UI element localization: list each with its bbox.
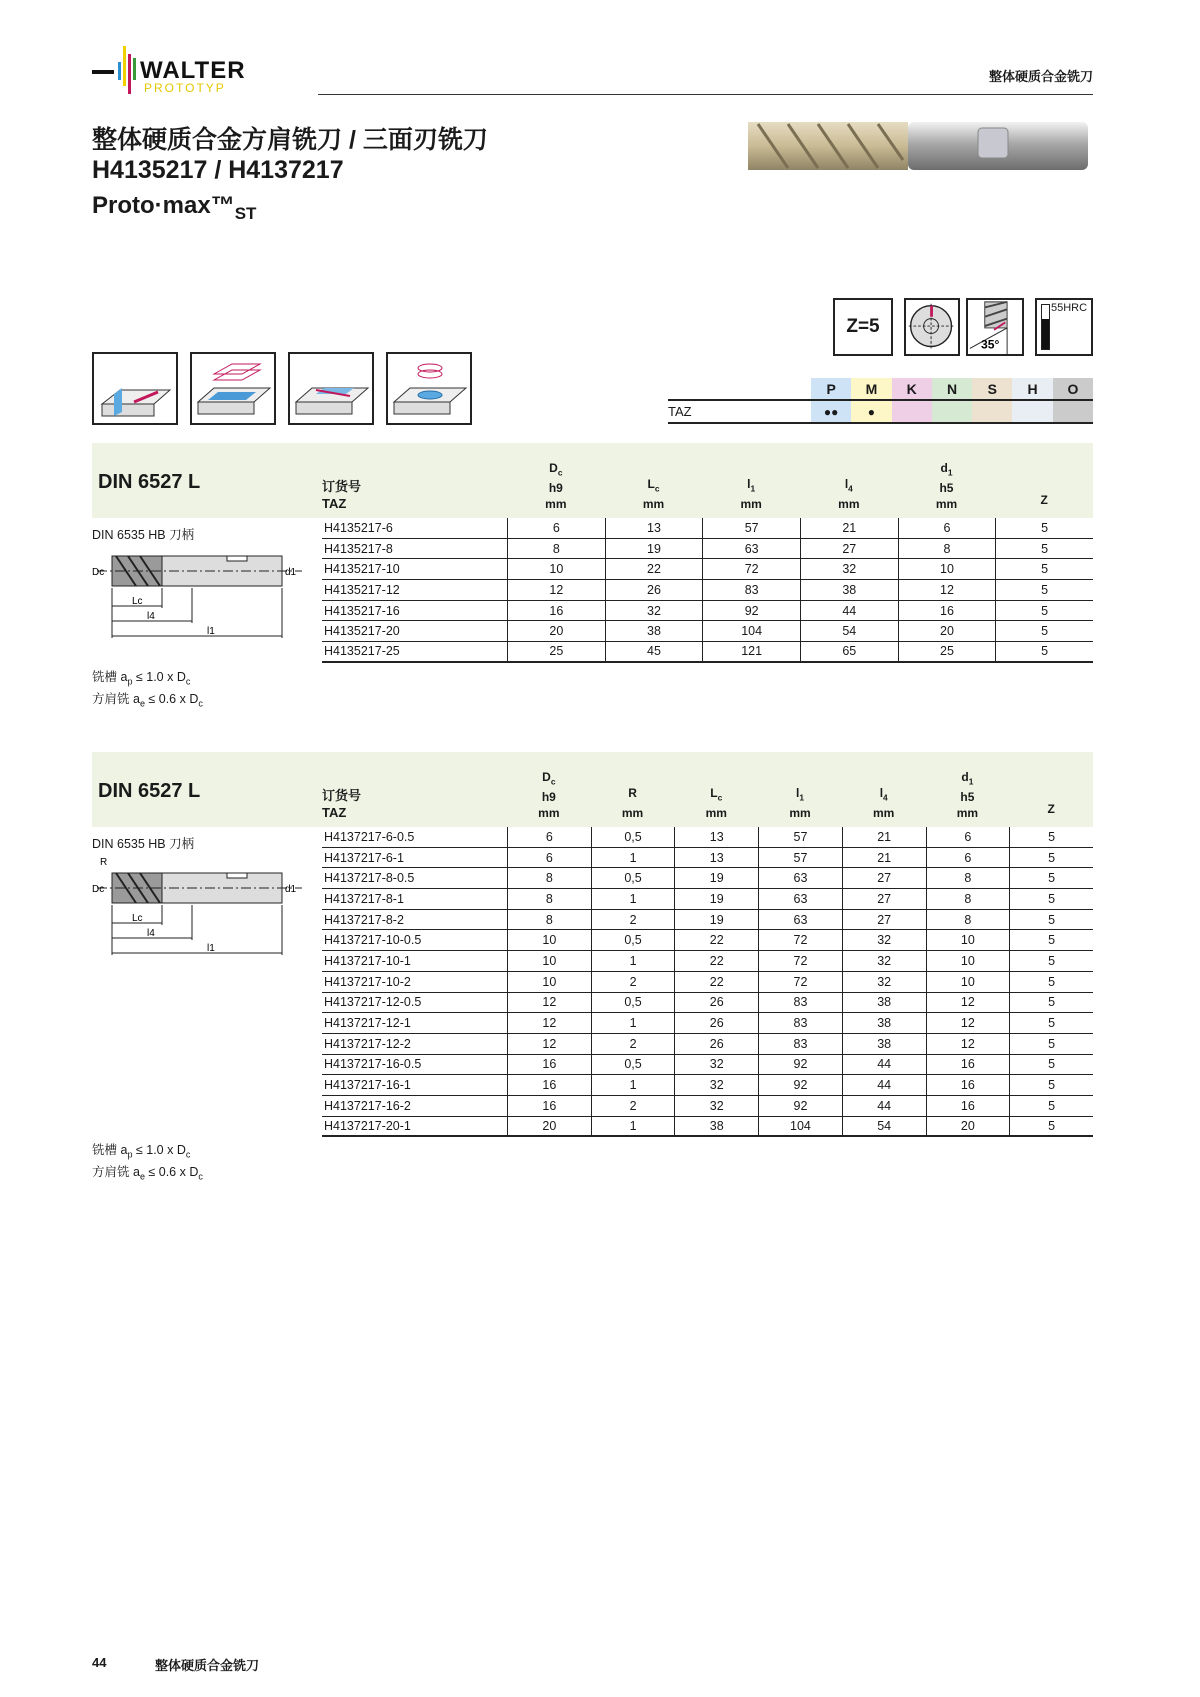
order-number: H4137217-10-1 xyxy=(324,953,411,968)
table-row xyxy=(322,868,1093,889)
shank-label: DIN 6535 HB 刀柄 xyxy=(92,528,195,542)
cell: 8 xyxy=(507,889,591,909)
table-row xyxy=(322,539,1093,560)
ramping-icon xyxy=(288,352,374,425)
grade-header: TAZ xyxy=(322,496,347,511)
cell: 27 xyxy=(842,868,926,888)
corner-radius-icon xyxy=(904,298,960,356)
material-rating-N xyxy=(932,401,972,422)
cell: 22 xyxy=(674,930,758,950)
cell: 12 xyxy=(507,580,605,600)
material-group-K: K xyxy=(892,378,932,399)
cell: 54 xyxy=(842,1117,926,1136)
cell: 5 xyxy=(1009,848,1093,868)
material-group-O: O xyxy=(1053,378,1093,399)
cell: 83 xyxy=(758,993,842,1013)
column-header: $l_1$ mm xyxy=(740,476,762,511)
svg-text:d1: d1 xyxy=(285,884,297,895)
cell: 6 xyxy=(926,848,1010,868)
material-rating-P: ●● xyxy=(811,401,851,422)
column-header: R mm xyxy=(621,785,644,820)
order-number: H4137217-10-0.5 xyxy=(324,933,422,948)
table-row xyxy=(322,827,1093,848)
column-header: $d_1$ h5 mm xyxy=(935,460,958,511)
cell: 5 xyxy=(1009,1117,1093,1136)
cell: 5 xyxy=(1009,1013,1093,1033)
table-h4137217 xyxy=(92,752,1093,1181)
svg-text:PROTOTYP: PROTOTYP xyxy=(144,81,226,95)
end-mill-dimension-diagram xyxy=(92,855,307,965)
table-header xyxy=(92,443,1093,518)
teeth-count-icon xyxy=(833,298,893,356)
order-number: H4137217-8-2 xyxy=(324,912,404,927)
cell: 20 xyxy=(507,1117,591,1136)
cell: 16 xyxy=(926,1075,1010,1095)
cell: 32 xyxy=(842,930,926,950)
cell: 26 xyxy=(674,1013,758,1033)
cell: 13 xyxy=(605,518,703,538)
cell: 26 xyxy=(674,1034,758,1054)
table-row xyxy=(322,1034,1093,1055)
cell: 32 xyxy=(674,1096,758,1116)
cell: 16 xyxy=(507,601,605,621)
footer-label: 整体硬质合金铣刀 xyxy=(155,1658,260,1673)
column-header: $L_c$ mm xyxy=(705,785,727,820)
order-number: H4137217-8-1 xyxy=(324,891,404,906)
table-body xyxy=(322,518,1093,663)
cell: 12 xyxy=(926,1034,1010,1054)
cell: 45 xyxy=(605,642,703,661)
order-number-header: 订货号 xyxy=(322,479,362,494)
page-number: 44 xyxy=(92,1655,107,1670)
cell: 8 xyxy=(507,868,591,888)
cell: 38 xyxy=(674,1117,758,1136)
cell: 16 xyxy=(507,1055,591,1075)
cell: 38 xyxy=(842,1034,926,1054)
svg-text:Dc: Dc xyxy=(92,884,105,895)
product-line xyxy=(92,192,256,224)
table-row xyxy=(322,930,1093,951)
cell: 20 xyxy=(898,621,996,641)
hardness-value: 55HRC xyxy=(1051,302,1088,314)
standard-label: DIN 6527 L xyxy=(98,471,201,493)
table-row xyxy=(322,1075,1093,1096)
material-rating-O xyxy=(1053,401,1093,422)
cell: 20 xyxy=(926,1117,1010,1136)
cell: 21 xyxy=(842,827,926,847)
header-rule xyxy=(318,94,1093,95)
cell: 63 xyxy=(758,910,842,930)
cell: 5 xyxy=(1009,993,1093,1013)
note: 方肩铣 $a_e \le 0.6$ x $D_c$ xyxy=(92,1164,203,1181)
cell: 1 xyxy=(591,1013,675,1033)
cell: 1 xyxy=(591,951,675,971)
svg-text:l1: l1 xyxy=(207,626,215,637)
cell: 12 xyxy=(507,1034,591,1054)
material-group-M: M xyxy=(851,378,891,399)
cell: 72 xyxy=(758,951,842,971)
cell: 6 xyxy=(926,827,1010,847)
walter-prototyp-logo xyxy=(92,44,302,98)
svg-text:l1: l1 xyxy=(207,943,215,954)
cell: 12 xyxy=(898,580,996,600)
order-number: H4137217-6-0.5 xyxy=(324,829,415,844)
order-number: H4135217-16 xyxy=(324,603,400,618)
cell: 54 xyxy=(800,621,898,641)
pocketing-icon xyxy=(190,352,276,425)
material-rating-K xyxy=(892,401,932,422)
cell: 19 xyxy=(674,889,758,909)
order-number: H4135217-20 xyxy=(324,624,400,639)
material-group-N: N xyxy=(932,378,972,399)
cell: 5 xyxy=(1009,1075,1093,1095)
helix-angle-icon xyxy=(966,298,1024,356)
cell: 2 xyxy=(591,1034,675,1054)
table-row xyxy=(322,993,1093,1014)
cell: 10 xyxy=(507,559,605,579)
end-mill-image xyxy=(748,120,1094,172)
cell: 83 xyxy=(758,1034,842,1054)
cell: 104 xyxy=(758,1117,842,1136)
column-header: $l_1$ mm xyxy=(789,785,811,820)
product-line-name: Proto·max™ xyxy=(92,192,235,219)
grade-label: TAZ xyxy=(668,404,692,419)
cell: 5 xyxy=(1009,910,1093,930)
standard-label: DIN 6527 L xyxy=(98,780,201,802)
cell: 5 xyxy=(995,642,1093,661)
product-line-suffix: ST xyxy=(234,203,257,223)
cell: 10 xyxy=(507,972,591,992)
cell: 5 xyxy=(1009,1034,1093,1054)
column-header: $l_4$ mm xyxy=(873,785,895,820)
cell: 5 xyxy=(1009,868,1093,888)
cell: 63 xyxy=(758,889,842,909)
material-group-S: S xyxy=(972,378,1012,399)
cell: 12 xyxy=(926,993,1010,1013)
cell: 1 xyxy=(591,848,675,868)
note: 铣槽 $a_p \le 1.0$ x $D_c$ xyxy=(92,1143,191,1160)
cell: 5 xyxy=(1009,827,1093,847)
cell: 2 xyxy=(591,910,675,930)
table-header xyxy=(92,752,1093,827)
order-number: H4137217-12-0.5 xyxy=(324,995,422,1010)
cell: 0,5 xyxy=(591,930,675,950)
cell: 72 xyxy=(758,972,842,992)
cell: 25 xyxy=(507,642,605,661)
cell: 1 xyxy=(591,1117,675,1136)
table-row xyxy=(322,889,1093,910)
cell: 5 xyxy=(1009,972,1093,992)
table-row xyxy=(322,1013,1093,1034)
cell: 22 xyxy=(674,972,758,992)
cell: 6 xyxy=(507,848,591,868)
helical-interpolation-icon xyxy=(386,352,472,425)
material-group-H: H xyxy=(1012,378,1052,399)
cell: 10 xyxy=(926,951,1010,971)
cell: 6 xyxy=(507,827,591,847)
material-table xyxy=(668,378,1093,424)
column-header: Z xyxy=(1047,801,1055,816)
cell: 92 xyxy=(702,601,800,621)
material-rating-S xyxy=(972,401,1012,422)
cell: 72 xyxy=(702,559,800,579)
cell: 5 xyxy=(995,539,1093,559)
cell: 10 xyxy=(507,930,591,950)
cell: 121 xyxy=(702,642,800,661)
svg-text:R: R xyxy=(100,857,108,868)
column-header: $d_1$ h5 mm xyxy=(956,769,979,820)
cell: 6 xyxy=(507,518,605,538)
table-row xyxy=(322,601,1093,622)
cell: 2 xyxy=(591,1096,675,1116)
table-row xyxy=(322,1055,1093,1076)
cell: 83 xyxy=(758,1013,842,1033)
page-title: 整体硬质合金方肩铣刀 / 三面刃铣刀 xyxy=(92,126,488,154)
cell: 8 xyxy=(507,539,605,559)
order-number-header: 订货号 xyxy=(322,788,362,803)
teeth-count: Z=5 xyxy=(846,316,880,337)
cell: 57 xyxy=(702,518,800,538)
cell: 1 xyxy=(591,1075,675,1095)
cell: 63 xyxy=(702,539,800,559)
cell: 63 xyxy=(758,868,842,888)
cell: 44 xyxy=(842,1096,926,1116)
column-header: $L_c$ mm xyxy=(642,476,665,511)
cell: 25 xyxy=(898,642,996,661)
cell: 16 xyxy=(898,601,996,621)
product-codes: H4135217 / H4137217 xyxy=(92,156,344,184)
hardness-gauge xyxy=(1041,304,1050,350)
cell: 16 xyxy=(507,1075,591,1095)
svg-text:l4: l4 xyxy=(147,611,155,622)
cell: 5 xyxy=(995,621,1093,641)
cell: 38 xyxy=(605,621,703,641)
cell: 92 xyxy=(758,1075,842,1095)
cell: 8 xyxy=(926,889,1010,909)
cell: 8 xyxy=(898,539,996,559)
cell: 13 xyxy=(674,848,758,868)
cell: 38 xyxy=(842,1013,926,1033)
cell: 0,5 xyxy=(591,1055,675,1075)
cell: 27 xyxy=(842,910,926,930)
column-header: $D_c$ h9 mm xyxy=(545,460,567,511)
cell: 12 xyxy=(507,1013,591,1033)
cell: 5 xyxy=(995,580,1093,600)
cell: 57 xyxy=(758,848,842,868)
cell: 92 xyxy=(758,1055,842,1075)
cell: 10 xyxy=(926,930,1010,950)
table-row xyxy=(322,642,1093,663)
cell: 10 xyxy=(926,972,1010,992)
cell: 26 xyxy=(605,580,703,600)
cell: 2 xyxy=(591,972,675,992)
cell: 20 xyxy=(507,621,605,641)
svg-text:Lc: Lc xyxy=(132,596,143,607)
material-group-P: P xyxy=(811,378,851,399)
table-row xyxy=(322,518,1093,539)
end-mill-dimension-diagram xyxy=(92,538,307,648)
svg-text:Dc: Dc xyxy=(92,567,105,578)
table-row xyxy=(322,972,1093,993)
cell: 5 xyxy=(1009,930,1093,950)
cell: 44 xyxy=(842,1055,926,1075)
cell: 16 xyxy=(926,1055,1010,1075)
cell: 32 xyxy=(605,601,703,621)
cell: 104 xyxy=(702,621,800,641)
cutting-notes xyxy=(92,669,203,712)
table-row xyxy=(322,621,1093,642)
cell: 13 xyxy=(674,827,758,847)
order-number: H4135217-6 xyxy=(324,520,393,535)
cell: 5 xyxy=(995,559,1093,579)
table-body xyxy=(322,827,1093,1137)
cell: 32 xyxy=(674,1075,758,1095)
note: 铣槽 $a_p \le 1.0$ x $D_c$ xyxy=(92,670,191,687)
table-row xyxy=(322,910,1093,931)
order-number: H4137217-12-2 xyxy=(324,1036,411,1051)
order-number: H4135217-8 xyxy=(324,541,393,556)
cell: 38 xyxy=(842,993,926,1013)
cell: 16 xyxy=(507,1096,591,1116)
cell: 27 xyxy=(842,889,926,909)
cell: 83 xyxy=(702,580,800,600)
column-header: $l_4$ mm xyxy=(838,476,860,511)
cell: 10 xyxy=(507,951,591,971)
material-rating-M: ● xyxy=(851,401,891,422)
column-header: $D_c$ h9 mm xyxy=(538,769,560,820)
table-row xyxy=(322,559,1093,580)
shank-label: DIN 6535 HB 刀柄 xyxy=(92,837,195,851)
cell: 21 xyxy=(800,518,898,538)
svg-text:WALTER: WALTER xyxy=(140,57,246,84)
cell: 26 xyxy=(674,993,758,1013)
table-row xyxy=(322,848,1093,869)
slotting-icon xyxy=(92,352,178,425)
cell: 12 xyxy=(507,993,591,1013)
order-number: H4137217-6-1 xyxy=(324,850,404,865)
cell: 5 xyxy=(1009,889,1093,909)
cell: 57 xyxy=(758,827,842,847)
cutting-notes xyxy=(92,1142,203,1185)
cell: 27 xyxy=(800,539,898,559)
cell: 0,5 xyxy=(591,868,675,888)
cell: 21 xyxy=(842,848,926,868)
table-row xyxy=(322,1096,1093,1117)
table-row xyxy=(322,1117,1093,1138)
cell: 8 xyxy=(926,868,1010,888)
cell: 16 xyxy=(926,1096,1010,1116)
cell: 22 xyxy=(674,951,758,971)
cell: 38 xyxy=(800,580,898,600)
table-row xyxy=(322,951,1093,972)
cell: 0,5 xyxy=(591,993,675,1013)
order-number: H4137217-12-1 xyxy=(324,1016,411,1031)
cell: 92 xyxy=(758,1096,842,1116)
cell: 8 xyxy=(507,910,591,930)
order-number: H4135217-25 xyxy=(324,644,400,659)
table-row xyxy=(322,580,1093,601)
order-number: H4137217-10-2 xyxy=(324,974,411,989)
order-number: H4137217-20-1 xyxy=(324,1118,411,1133)
column-header: Z xyxy=(1040,492,1048,507)
cell: 22 xyxy=(605,559,703,579)
header-category: 整体硬质合金铣刀 xyxy=(988,69,1093,84)
grade-header: TAZ xyxy=(322,805,347,820)
cell: 0,5 xyxy=(591,827,675,847)
cell: 32 xyxy=(674,1055,758,1075)
cell: 44 xyxy=(842,1075,926,1095)
helix-angle: 35° xyxy=(981,337,1000,352)
cell: 32 xyxy=(842,972,926,992)
cell: 5 xyxy=(1009,951,1093,971)
cell: 6 xyxy=(898,518,996,538)
order-number: H4135217-10 xyxy=(324,562,400,577)
cell: 19 xyxy=(674,910,758,930)
cell: 32 xyxy=(800,559,898,579)
order-number: H4135217-12 xyxy=(324,582,400,597)
cell: 1 xyxy=(591,889,675,909)
cell: 19 xyxy=(674,868,758,888)
cell: 19 xyxy=(605,539,703,559)
svg-text:l4: l4 xyxy=(147,928,155,939)
note: 方肩铣 $a_e \le 0.6$ x $D_c$ xyxy=(92,691,203,708)
cell: 5 xyxy=(995,518,1093,538)
cell: 32 xyxy=(842,951,926,971)
order-number: H4137217-16-0.5 xyxy=(324,1057,422,1072)
cell: 65 xyxy=(800,642,898,661)
cell: 44 xyxy=(800,601,898,621)
cell: 5 xyxy=(995,601,1093,621)
svg-text:d1: d1 xyxy=(285,567,297,578)
hardness-icon xyxy=(1035,298,1093,356)
cell: 10 xyxy=(898,559,996,579)
cell: 8 xyxy=(926,910,1010,930)
table-h4135217 xyxy=(92,443,1093,708)
svg-text:Lc: Lc xyxy=(132,913,143,924)
material-rating-H xyxy=(1012,401,1052,422)
cell: 72 xyxy=(758,930,842,950)
order-number: H4137217-16-2 xyxy=(324,1098,411,1113)
cell: 12 xyxy=(926,1013,1010,1033)
order-number: H4137217-8-0.5 xyxy=(324,871,415,886)
order-number: H4137217-16-1 xyxy=(324,1078,411,1093)
cell: 5 xyxy=(1009,1096,1093,1116)
cell: 5 xyxy=(1009,1055,1093,1075)
